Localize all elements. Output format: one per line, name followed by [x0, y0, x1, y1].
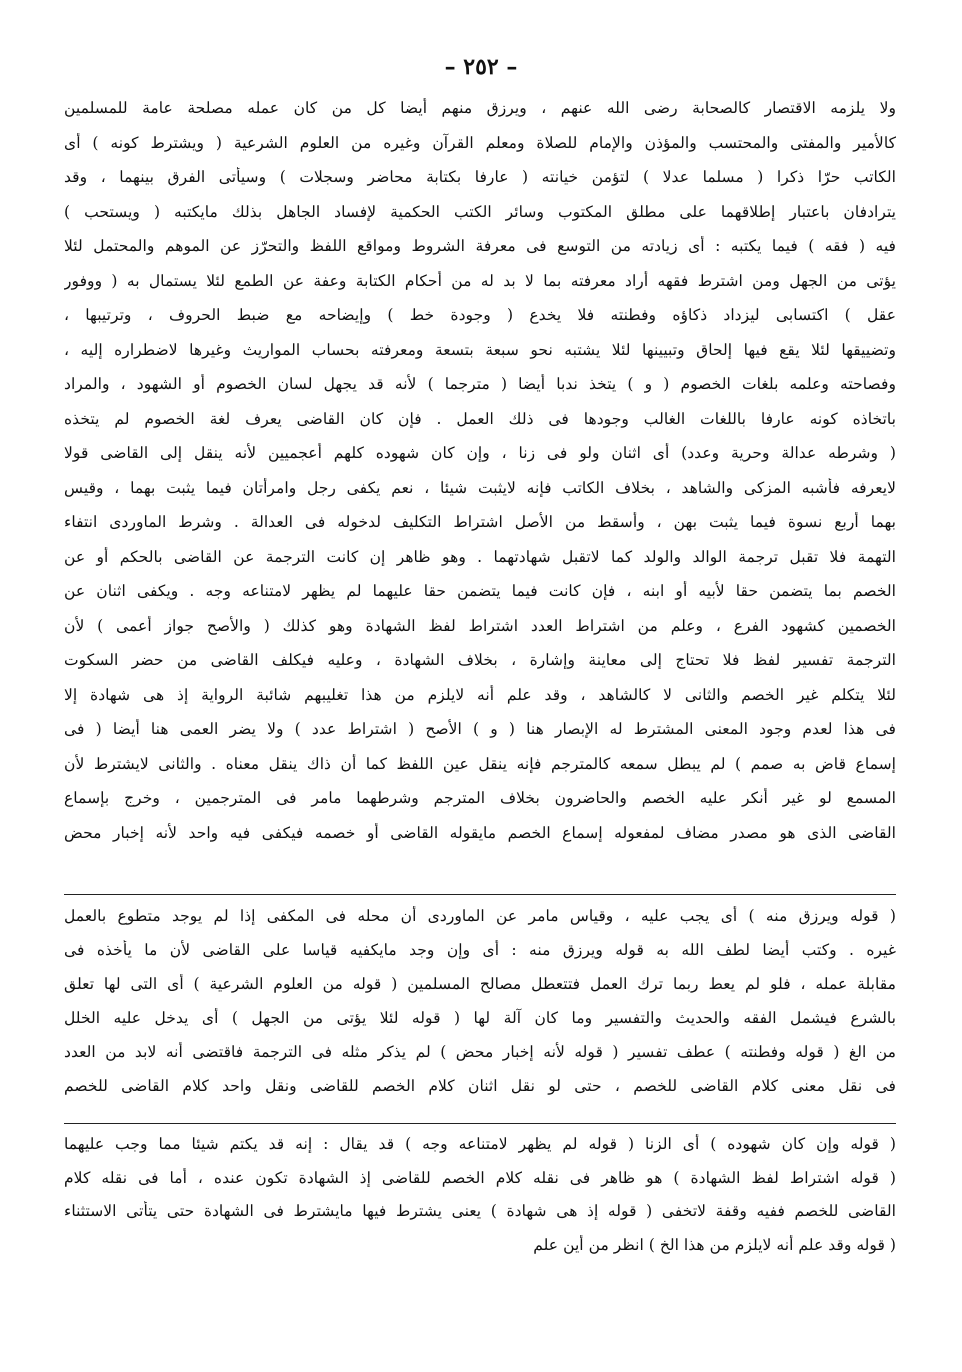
main-text-line: يؤتى من الجهل ومن اشترط فقهه أراد معرفته بما لا بد له من أحكام الكتابة وعفة عن الطمع لئلا يستمال به ( ووفور	[64, 271, 896, 290]
footnote-divider	[64, 1123, 896, 1124]
main-text-line: وفصاحته وعلمه بلغات الخصوم ( و ) يتخذ ندبا أيضا ( مترجما ) لأنه قد يجهل لسان الخصوم أو الشهود ، والمراد	[64, 375, 896, 393]
footnote-line: غيره . وكتب أيضا لطف الله به قوله ويرزق منه : أى وإن وجد مايكفيه قياسا على القاضى لأن ما يأخذه فى	[64, 941, 896, 959]
main-text-line: لئلا يتكلم غير الخصم والثانى لا كالشاهد ، وقد علم أنه لايلزم من هذا تغليبهم شائبة الرواية إذ هى شهادة إلا	[64, 685, 896, 704]
footnote-line: ( قوله ويرزق منه ) أى يجب عليه ، وقياس مامر عن الماوردى أن محله فى المكفى إذا لم يوجد متطوع بالعمل	[64, 907, 896, 925]
footnotes-first-block	[64, 906, 896, 1110]
main-text-block	[64, 98, 896, 857]
footnote-line: من الغ ( قوله وفطنته ) عطف تفسير ( قوله لأنه إخبار محض ) لم يذكر مثله فى الترجمة فاقتضى أنه لابد من العدد	[64, 1043, 896, 1061]
footnote-line: فى نقل معنى كلام القاضى للخصم ، حتى لو نقل اثنان كلام الخصم للقاضى ونقل واحد كلام القاضى للخصم	[64, 1077, 896, 1095]
main-text-line: يترادفان باعتبار إطلاقهما على مطلق المكتوب وسائر الكتب الحكمية لإفساد الجاهل بذلك مايكتبه ( ويستحب )	[64, 202, 896, 221]
main-text-line: وتضييقها لئلا يقع فيها إلحاق وتبيينها لئلا يشتبه نحو سبعة بتسعة ومعرفته بحساب المواريث وغيرها لاضطراره إليه ،	[64, 340, 896, 359]
main-text-line: عقل ) اكتسابى ليزداد ذكاؤه وفطنته فلا يخدع ( وجودة خط ) وإيضاحه مع ضبط الحروف ، وترتيبها ،	[64, 306, 896, 324]
main-text-line: باتخاذه كونه عارفا باللغات الغالب وجودها فى ذلك العمل . فإن كان القاضى يعرف لغة الخصوم لم يتخذه	[64, 409, 896, 428]
footnote-divider	[64, 894, 896, 895]
main-text-line: الترجمة تفسير لفظ فلا تحتاج إلى معاينة وإشارة ، بخلاف الشهادة ، وعليه فيكلف القاضى من حضر السكوت	[64, 651, 896, 669]
main-text-line: لايعرفه فأشبه المزكى والشاهد ، بخلاف الكاتب فإنه لايثبت شيئا ، نعم يكفى رجل وامرأتان فيما يثبت بهما ، وقيس	[64, 478, 896, 497]
footnote-line: ( قوله وقد علم أنه لايلزم من هذا الخ ) انظر من أين علم	[533, 1235, 896, 1254]
footnote-line: بالشرع فيشمل الفقه والحديث والتفسير وما كان آلة لها ( قوله لئلا يؤتى من الجهل ) أى يدخل عليه الخلل	[64, 1009, 896, 1027]
main-text-line: كالأمير والمفتى والمحتسب والمؤذن والإمام للصلاة ومعلم القرآن وغيره من العلوم الشرعية ( ويشترط كونه ) أى	[64, 133, 896, 152]
main-text-line: بهما أربع نسوة فيما يثبت بهن ، وأسقط من الأصل اشتراط التكليف لدخوله فى العدالة . وشرط الماوردى انتفاء	[64, 513, 896, 531]
main-text-line: ولا يلزمه الاقتصار كالصحابة رضى الله عنهم ، ويرزق منهم أيضا كل من كان عمله مصلحة عامة للمسلمين	[64, 99, 896, 117]
main-text-line: الخصم بما يتضمن حقا لأبيه أو ابنه ، فإن كانت فيما يتضمن حقا عليهما لم يظهر لامتناعه وجه . ويكفى اثنان عن	[64, 582, 896, 600]
footnote-line: ( قوله وإن كان شهوده ) أى الزنا ( قوله لم يظهر لامتناعه وجه ) قد يقال : إنه قد يكتم شيئا مما وجب عليهما	[64, 1135, 896, 1153]
footnote-line: القاضى للخصم ففيه وقفة لاتخفى ( قوله إذ هى شهادة ) يعنى يشترط فيها مايشترط فى الشهادة حتى يتأتى الاستثناء	[64, 1202, 896, 1220]
main-text-line: إسماع قاض به صمم ) لم يبطل سمعه كالمترجم فإنه ينقل عين اللفظ كما أن ذاك ينقل معناه . والثانى لايشترط لأن	[64, 754, 896, 773]
main-text-line: القاضى الذى هو مصدر مضاف لمفعوله إسماع الخصم مايقوله القاضى أو خصمه فيكفى فيه واحد لأنه إخبار محض	[64, 823, 896, 842]
main-text-line: الكاتب حرّا ذكرا ( مسلما عدلا ) لتؤمن خيانته ( عارفا بكتابة محاضر وسجلات ) وسيأتى الفرق بينهما ، وقد	[64, 168, 896, 186]
footnote-line: مقابلة عمله ، فلو لم يعط ربما ترك العمل فتتعطل مصالح المسلمين ( قوله من العلوم الشرعية ) أى التى لها تعلق	[64, 975, 896, 993]
main-text-line: التهمة فلا تقبل ترجمة الوالد والولد كما لاتقبل شهادتهما . وهو ظاهر إن كانت الترجمة عن القاضى بالحكم أو عن	[64, 547, 896, 566]
main-text-line: فيه ( فقه ) فيما يكتبه : أى زيادته من التوسع فى معرفة الشروط ومواقع اللفظ والتحرّز عن الموهم والمحتمل لئلا	[64, 237, 896, 255]
footnotes-second-block	[64, 1134, 896, 1268]
main-text-line: ( وشرطه عدالة وحرية وعدد) أى اثنان ولو فى زنا ، وإن كان شهوده كلهم أعجميين لأنه ينقل إلى القاضى قولا	[64, 444, 896, 462]
main-text-line: فى هذا لعدم وجود المعنى المشترط له الإبصار هنا ( و ) الأصح ( اشتراط عدد ) ولا يضر العمى هنا أيضا ( فى	[64, 720, 896, 738]
footnote-line: ( قوله اشتراط لفظ الشهادة ) هو ظاهر فى نقله كلام الخصم للقاضى إذ الشهادة تكون عنده ، أما فى نقله كلام	[64, 1168, 896, 1187]
main-text-line: المسمع لو غير أنكر عليه الخصم والحاضرون بخلاف المترجم وشرطهما مامر فى المترجمين ، وخرج بإسماع	[64, 789, 896, 807]
page-number: – ٢٥٢ –	[444, 54, 518, 80]
main-text-line: الخصمين كشهود الفرع ، وعلم من اشتراط العدد اشتراط لفظ الشهادة وهو كذلك ( والأصح جواز أعمى ) لأن	[64, 616, 896, 635]
